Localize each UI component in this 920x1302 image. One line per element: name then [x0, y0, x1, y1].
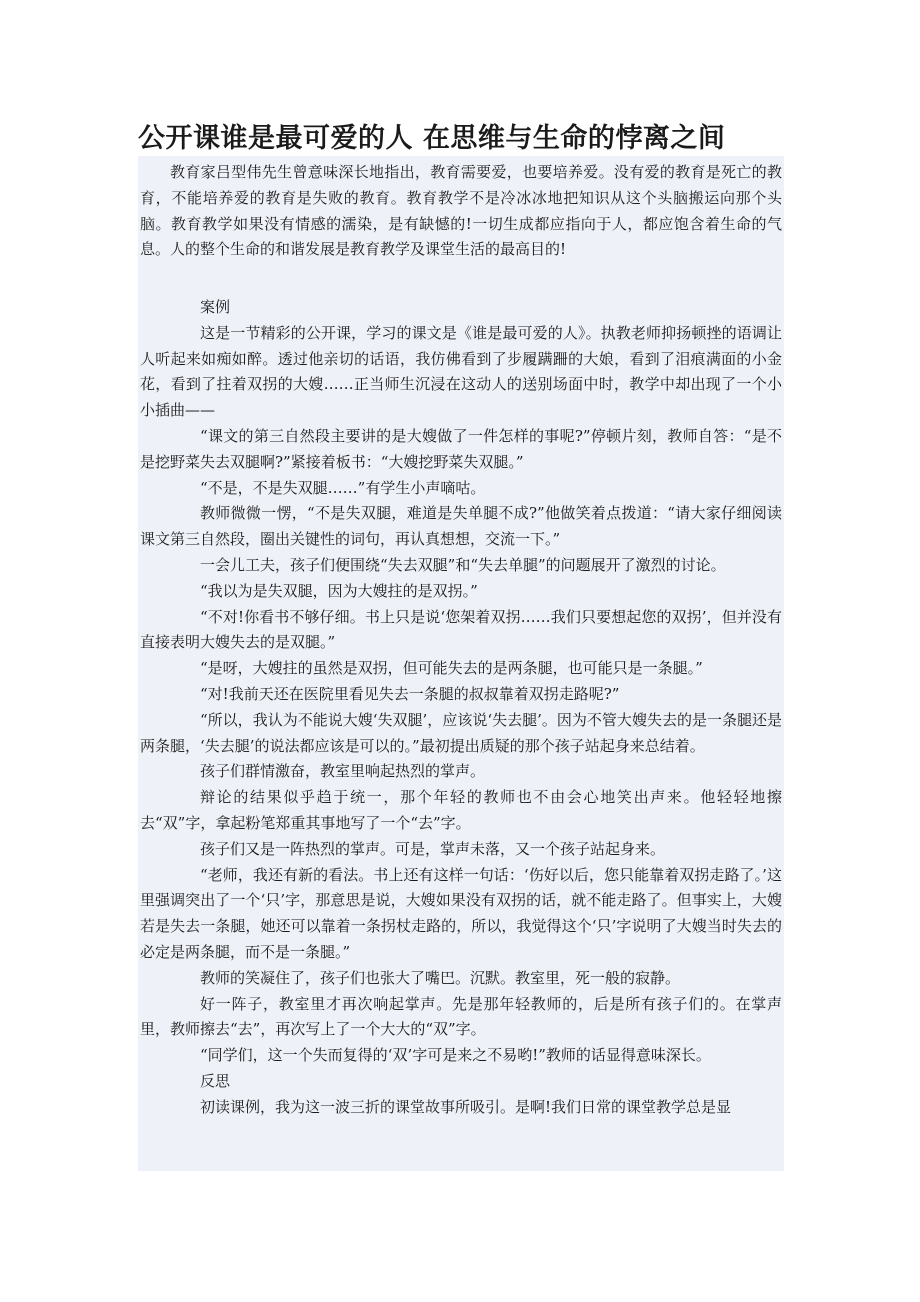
paragraph: “课文的第三自然段主要讲的是大嫂做了一件怎样的事呢?”停顿片刻，教师自答：“是不是挖野菜失去双腿啊?”紧接着板书：“大嫂挖野菜失双腿。” — [140, 426, 782, 471]
paragraph: “同学们，这一个失而复得的‘双’字可是来之不易哟!”教师的话显得意味深长。 — [200, 1046, 711, 1065]
paragraph: 一会儿工夫，孩子们便围绕“失去双腿”和“失去单腿”的问题展开了激烈的讨论。 — [200, 555, 726, 574]
page-title: 公开课谁是最可爱的人 在思维与生命的悖离之间 — [138, 123, 726, 154]
paragraph: 教师的笑凝住了，孩子们也张大了嘴巴。沉默。教室里，死一般的寂静。 — [200, 968, 681, 987]
spacer — [138, 269, 784, 293]
paragraph: “是呀，大嫂拄的虽然是双拐，但可能失去的是两条腿，也可能只是一条腿。” — [200, 659, 703, 678]
reflection-heading: 反思 — [200, 1071, 231, 1090]
paragraph: “老师，我还有新的看法。书上还有这样一句话：‘伤好以后，您只能靠着双拐走路了。’这里强调突出了一个‘只’字，那意思是说，大嫂如果没有双拐的话，就不能走路了。但事实上，大嫂若是失去一条腿，她还可以靠着一条拐杖走路的，所以，我觉得这个‘只’字说明了大嫂当时失去的必定是两条腿，而不是一条腿。” — [140, 865, 782, 961]
intro-paragraph: 教育家吕型伟先生曾意味深长地指出，教育需要爱，也要培养爱。没有爱的教育是死亡的教育，不能培养爱的教育是失败的教育。教育教学不是冷冰冰地把知识从这个头脑搬运向那个头脑。教育教学如果没有情感的濡染，是有缺憾的!一切生成都应指向于人，都应饱含着生命的气息。人的整个生命的和谐发展是教育教学及课堂生活的最高目的! — [140, 163, 782, 259]
case-block — [138, 293, 784, 1171]
paragraph: 孩子们群情激奋，教室里响起热烈的掌声。 — [200, 762, 486, 781]
paragraph: 辩论的结果似乎趋于统一，那个年轻的教师也不由会心地笑出声来。他轻轻地擦去“双”字，拿起粉笔郑重其事地写了一个“去”字。 — [140, 788, 782, 832]
paragraph: “所以，我认为不能说大嫂‘失双腿’，应该说‘失去腿’。因为不管大嫂失去的是一条腿还是两条腿，‘失去腿’的说法都应该是可以的。”最初提出质疑的那个孩子站起身来总结着。 — [140, 710, 782, 755]
intro-block — [138, 156, 784, 269]
paragraph: 孩子们又是一阵热烈的掌声。可是，掌声未落，又一个孩子站起身来。 — [200, 839, 666, 858]
paragraph: 这是一节精彩的公开课，学习的课文是《谁是最可爱的人》。执教老师抑扬顿挫的语调让人听起来如痴如醉。透过他亲切的话语，我仿佛看到了步履蹒跚的大娘，看到了泪痕满面的小金花，看到了拄着双拐的大嫂……正当师生沉浸在这动人的送别场面中时，教学中却出现了一个小小插曲—— — [140, 323, 782, 420]
paragraph: 好一阵子，教室里才再次响起掌声。先是那年轻教师的，后是所有孩子们的。在掌声里，教师擦去“去”，再次写上了一个大大的“双”字。 — [140, 994, 782, 1039]
case-heading: 案例 — [200, 298, 231, 316]
paragraph: 初读课例，我为这一波三折的课堂故事所吸引。是啊!我们日常的课堂教学总是显 — [200, 1097, 732, 1116]
paragraph: “对!我前天还在医院里看见失去一条腿的叔叔靠着双拐走路呢?” — [200, 684, 620, 703]
paragraph: “不对!你看书不够仔细。书上只是说‘您架着双拐……我们只要想起您的双拐’，但并没有直接表明大嫂失去的是双腿。” — [140, 607, 782, 652]
paragraph: “不是，不是失双腿……”有学生小声嘀咕。 — [200, 478, 486, 497]
paragraph: “我以为是失双腿，因为大嫂拄的是双拐。” — [200, 581, 478, 600]
paragraph: 教师微微一愣，“不是失双腿，难道是失单腿不成?”他做笑着点拨道：“请大家仔细阅读课文第三自然段，圈出关键性的词句，再认真想想，交流一下。” — [140, 504, 782, 549]
